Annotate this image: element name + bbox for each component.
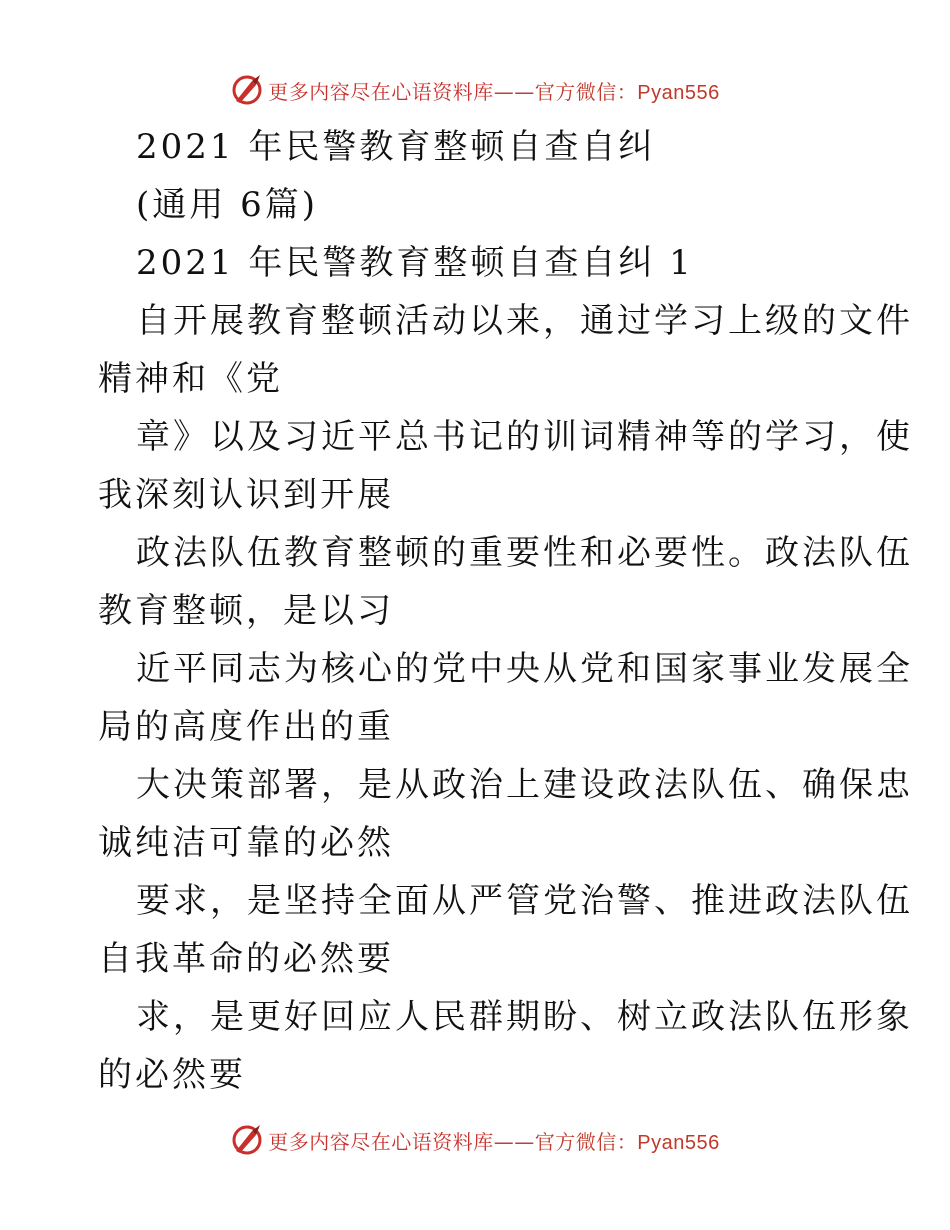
document-body: [98, 118, 913, 1104]
header-banner-text: 更多内容尽在心语资料库——官方微信：Pyan556: [268, 79, 720, 104]
footer-banner-text: 更多内容尽在心语资料库——官方微信：Pyan556: [268, 1129, 720, 1154]
paragraph: [98, 292, 913, 1104]
paragraph-line: 教育整顿，是以习: [98, 591, 394, 631]
footer-banner: [0, 1120, 950, 1160]
paragraph-line: 章》以及习近平总书记的训词精神等的学习，使: [136, 417, 913, 457]
paragraph-line: 我深刻认识到开展: [98, 475, 394, 515]
quill-logo-icon: [230, 1123, 264, 1157]
header-banner: [0, 70, 950, 110]
section-heading: 2021 年民警教育整顿自查自纠 1: [136, 243, 694, 283]
paragraph-line: 局的高度作出的重: [98, 707, 394, 747]
paragraph-line: 政法队伍教育整顿的重要性和必要性。政法队伍: [136, 533, 913, 573]
paragraph-line: 诚纯洁可靠的必然: [98, 823, 394, 863]
paragraph-line: 大决策部署，是从政治上建设政法队伍、确保忠: [136, 765, 913, 805]
paragraph-line: 自开展教育整顿活动以来，通过学习上级的文件: [136, 301, 913, 341]
paragraph-line: 要求，是坚持全面从严管党治警、推进政法队伍: [136, 881, 913, 921]
paragraph-line: 近平同志为核心的党中央从党和国家事业发展全: [136, 649, 913, 689]
document-title: 2021 年民警教育整顿自查自纠: [136, 127, 656, 167]
paragraph-line: 精神和《党: [98, 359, 283, 399]
quill-logo-icon: [230, 73, 264, 107]
document-subtitle: (通用 6篇): [136, 185, 318, 225]
paragraph-line: 求，是更好回应人民群期盼、树立政法队伍形象: [136, 997, 913, 1037]
paragraph-line: 自我革命的必然要: [98, 939, 394, 979]
paragraph-line: 的必然要: [98, 1055, 246, 1095]
